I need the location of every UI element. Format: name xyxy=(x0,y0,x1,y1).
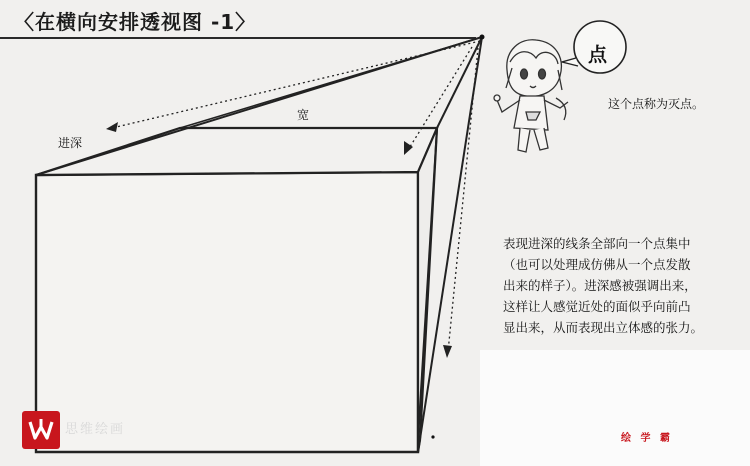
bubble-word: 点 xyxy=(588,44,608,66)
page-title: 〈在横向安排透视图 -1〉 xyxy=(14,10,257,34)
explanation-paragraph xyxy=(503,233,748,338)
paragraph-line: 出来的样子）。进深感被强调出来， xyxy=(503,278,697,293)
label-depth: 进深 xyxy=(58,136,83,150)
paragraph-line: （也可以处理成仿佛从一个点发散 xyxy=(503,257,691,272)
depth-line-top-back xyxy=(180,37,482,128)
stray-dot xyxy=(431,435,434,438)
paragraph-line: 这样让人感觉近处的面似乎向前凸 xyxy=(503,299,691,314)
speech-bubble-tail xyxy=(562,58,578,66)
vanishing-point-caption: 这个点称为灭点。 xyxy=(608,97,705,111)
logo-mark-icon xyxy=(26,415,56,445)
paragraph-line: 表现进深的线条全部向一个点集中 xyxy=(503,236,691,251)
vanishing-point xyxy=(480,35,485,40)
box-top-face xyxy=(36,128,437,175)
label-width: 宽 xyxy=(297,108,310,122)
paragraph-line: 显出来，从而表现出立体感的张力。 xyxy=(503,320,704,335)
chibi-character xyxy=(494,40,568,152)
brand-logo xyxy=(22,411,60,449)
watermark: 绘 学 霸 xyxy=(621,433,673,444)
logo-caption: 思维绘画 xyxy=(65,422,126,437)
box-front-face xyxy=(36,172,418,452)
